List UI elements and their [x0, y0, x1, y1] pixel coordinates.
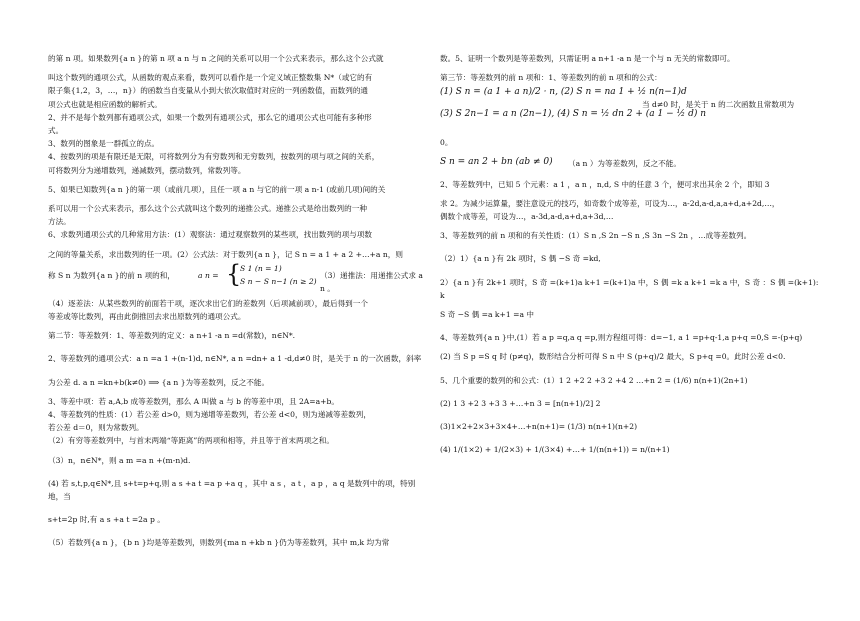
left-para-22: 4、等差数列的性质：(1）若公差 d>0，则为递增等差数列，若公差 d<0，则为递减等差数列，	[48, 410, 371, 420]
left-para-26: (4) 若 s,t,p,q∈N*,且 s+t=p+q,则 a s +a t =a p +a q ，其中 a s ，a t ，a p ，a q 是数列中的项，特别地，当	[48, 478, 416, 502]
right-para-11: k	[440, 290, 445, 300]
right-para-1: 第三节：等差数列的前 n 项和：1、等差数列的前 n 项和的公式：	[440, 73, 662, 83]
right-para-7: 偶数个成等差，可设为…，a-3d,a-d,a+d,a+3d,…	[440, 212, 614, 222]
left-para-14: 称 S n 为数列{a n }的前 n 项的和，	[48, 270, 175, 280]
left-para-5: 式。	[48, 126, 64, 136]
formula-row1: (1) S n = (a 1 + a n)/2 · n, (2) S n = na 1 + ½ n(n−1)d	[440, 87, 687, 98]
right-para-17: (3)1×2+2×3+3×4+…+n(n+1)= (1/3) n(n+1)(n+2)	[440, 422, 638, 432]
right-para-16: (2) 1 3 +2 3 +3 3 +…+n 3 = [n(n+1)/2] 2	[440, 398, 601, 408]
left-para-23: 若公差 d＝0，则为常数列。	[48, 423, 144, 433]
left-para-15: （3）递推法：用递推公式求 a n 。	[320, 270, 423, 294]
quadratic-row	[440, 156, 820, 172]
left-para-21: 3、等差中项：若 a,A,b 成等差数列，那么 A 叫做 a 与 b 的等差中项，且 2A=a+b。	[48, 396, 339, 406]
right-para-18: (4) 1/(1×2) + 1/(2×3) + 1/(3×4) +…+ 1/(n(n+1)) = n/(n+1)	[440, 445, 670, 455]
right-para-12: S 奇 −S 偶 =a k+1 =a 中	[440, 310, 535, 320]
left-para-9: 5、如果已知数列{a n }的第一项（或前几项），且任一项 a n 与它的前一项 a n-1 (或前几项)间的关	[48, 184, 386, 194]
piecewise-lhs: a n =	[198, 270, 219, 280]
formula-row2: (3) S 2n−1 = a n (2n−1), (4) S n = ½ dn 2 + (a 1 − ½ d) n	[440, 109, 707, 120]
right-para-6: 求 2。为减少运算量，要注意设元的技巧，如奇数个成等差，可设为…，a-2d,a-d,a,a+d,a+2d,…，	[440, 198, 780, 208]
left-para-18: 第二节：等差数列：1、等差数列的定义：a n+1 -a n =d(常数)，n∈N*.	[48, 331, 296, 341]
left-para-24: （2）有穷等差数列中，与首末两端“等距离”的两项和相等，并且等于首末两项之和。	[48, 436, 334, 446]
left-para-25: （3）n，n∈N*，则 a m =a n +(m-n)d.	[48, 455, 191, 465]
left-para-8: 可将数列分为递增数列，递减数列，摆动数列，常数列等。	[48, 165, 246, 175]
right-para-2: 当 d≠0 时，是关于 n 的二次函数且常数项为	[642, 100, 795, 110]
left-para-0: 的第 n 项。如果数列{a n }的第 n 项 a n 与 n 之间的关系可以用一个公式来表示，那么这个公式就	[48, 54, 384, 63]
sum-formulas	[440, 84, 820, 130]
right-para-8: 3、等差数列的前 n 项和的有关性质：(1）S n ,S 2n −S n ,S 3n −S 2n ，…成等差数列。	[440, 231, 752, 241]
right-para-14: (2) 当 S p =S q 时 (p≠q)，数形结合分析可得 S n 中 S (p+q)/2 最大，S p+q =0。此时公差 d<0.	[440, 352, 786, 362]
recursion-block	[48, 259, 430, 294]
brace-icon: {	[226, 259, 242, 288]
left-para-3: 项公式也就是相应函数的解析式。	[48, 99, 162, 109]
left-para-20: 为公差 d. a n =kn+b(k≠0) ⟹ {a n }为等差数列，反之不能。	[48, 377, 270, 387]
left-para-16: （4）逐差法：从某些数列的前面若干项，逐次求出它们的差数列（后项减前项），最后得到一个	[48, 298, 368, 308]
right-para-0: 数。5、证明一个数列是等差数列，只需证明 a n+1 -a n 是一个与 n 无关的常数即可。	[440, 54, 735, 63]
piecewise-case2: S n − S n−1 (n ≥ 2)	[240, 276, 317, 286]
left-para-4: 2、并不是每个数列都有通项公式，如果一个数列有通项公式，那么它的通项公式也可能有多种形	[48, 112, 372, 122]
left-para-13: 之间的等量关系，求出数列的任一项。(2）公式法：对于数列{a n }，记 S n = a 1 + a 2 +…+a n，则	[48, 249, 403, 259]
left-para-12: 6、求数列通项公式的几种常用方法：(1）观察法：通过观察数列的某些项，找出数列的项与项数	[48, 230, 372, 240]
right-para-9: （2）1）{a n }有 2k 项时，S 偶 −S 奇 =kd,	[440, 254, 601, 264]
left-column	[48, 52, 430, 550]
left-para-1: 叫这个数列的通项公式，从函数的观点来看，数列可以看作是一个定义域正整数集 N*（或它的有	[48, 73, 373, 83]
left-para-27: s+t=2p 时,有 a s +a t =2a p 。	[48, 515, 165, 525]
left-para-10: 系可以用一个公式来表示，那么这个公式就叫这个数列的递推公式。递推公式是给出数列的一种	[48, 204, 367, 214]
left-para-7: 4、按数列的项是有限还是无限，可将数列分为有穷数列和无穷数列，按数列的项与项之间的关系，	[48, 152, 380, 162]
left-para-6: 3、数列的图象是一群孤立的点。	[48, 139, 160, 149]
right-column	[440, 52, 820, 456]
right-para-10: 2）{a n }有 2k+1 项时，S 奇 =(k+1)a k+1 =(k+1)a 中，S 偶 =k a k+1 =k a 中，S 奇 ：S 偶 =(k+1):	[440, 277, 819, 287]
left-para-19: 2、等差数列的通项公式：a n =a 1 +(n-1)d, n∈N*, a n =dn+ a 1 -d,d≠0 时，是关于 n 的一次函数，斜率	[48, 354, 422, 364]
left-para-11: 方法。	[48, 217, 71, 227]
right-para-3: 0。	[440, 138, 453, 148]
piecewise-case1: S 1 (n = 1)	[240, 263, 282, 273]
left-para-17: 等差或等比数列，再由此倒推回去求出原数列的通项公式。	[48, 312, 246, 322]
right-para-13: 4、等差数列{a n }中,(1）若 a p =q,a q =p,则方程组可得：d=−1, a 1 =p+q-1,a p+q =0,S =-(p+q)	[440, 333, 803, 343]
right-para-4: （a n ）为等差数列，反之不能。	[568, 158, 681, 168]
left-para-28: （5）若数列{a n }，{b n }均是等差数列，则数列{ma n +kb n }仍为等差数列，其中 m,k 均为常	[48, 538, 390, 548]
right-para-5: 2、等差数列中，已知 5 个元素：a 1 ，a n ，n,d, S 中的任意 3 个，便可求出其余 2 个，即知 3	[440, 179, 770, 189]
left-para-2: 限子集{1,2，3，…，n}）的函数当自变量从小到大依次取值时对应的一列函数值，而数列的通	[48, 86, 369, 96]
right-para-15: 5、几个重要的数列的和公式：(1）1 2 +2 2 +3 2 +4 2 …+n 2 = (1/6) n(n+1)(2n+1)	[440, 375, 748, 385]
formula-quadratic: S n = an 2 + bn (ab ≠ 0)	[440, 156, 553, 167]
